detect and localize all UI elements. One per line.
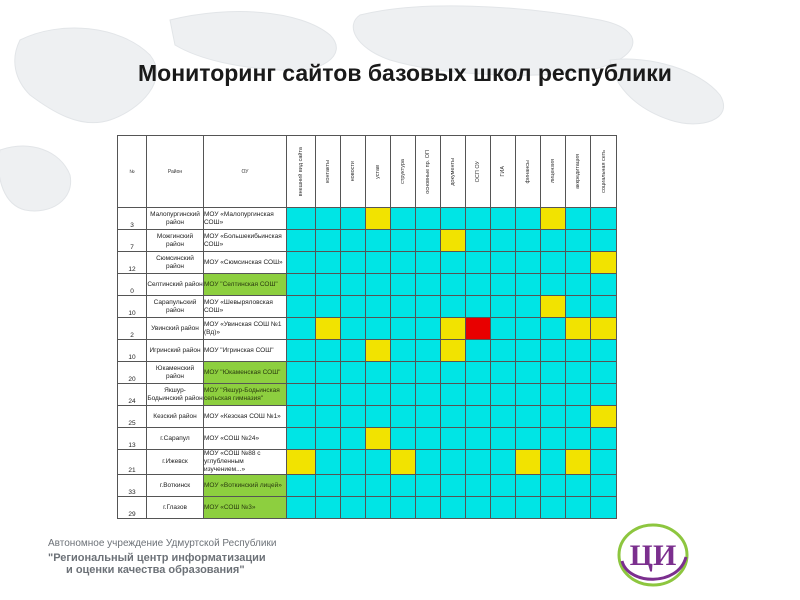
status-cell [541, 428, 566, 450]
status-cell [391, 296, 416, 318]
table-row [118, 362, 617, 384]
status-cell [516, 252, 541, 274]
table-row [118, 406, 617, 428]
status-cell [287, 252, 316, 274]
status-cell [391, 475, 416, 497]
row-region: Кезский район [147, 406, 204, 428]
row-number: 33 [118, 475, 147, 497]
status-cell [316, 208, 341, 230]
table-body [118, 208, 617, 519]
status-cell [591, 384, 617, 406]
status-cell [516, 274, 541, 296]
row-number: 24 [118, 384, 147, 406]
row-school: МОУ «СОШ №3» [204, 497, 287, 519]
header-col-2 [341, 136, 366, 208]
row-number: 0 [118, 274, 147, 296]
status-cell [287, 208, 316, 230]
status-cell [341, 252, 366, 274]
status-cell [466, 406, 491, 428]
status-cell [566, 340, 591, 362]
status-cell [416, 428, 441, 450]
row-school: МОУ «Сюмсинская СОШ» [204, 252, 287, 274]
monitoring-table [117, 135, 617, 519]
status-cell [591, 230, 617, 252]
table-row [118, 497, 617, 519]
status-cell [416, 340, 441, 362]
status-cell [491, 406, 516, 428]
status-cell [466, 252, 491, 274]
status-cell [591, 340, 617, 362]
table-row [118, 450, 617, 475]
status-cell [391, 274, 416, 296]
organization-line-2: "Региональный центр информатизации [48, 552, 266, 564]
status-cell [566, 318, 591, 340]
status-cell [516, 230, 541, 252]
status-cell [441, 450, 466, 475]
status-cell [441, 406, 466, 428]
status-cell [466, 230, 491, 252]
header-col-4 [391, 136, 416, 208]
table-row [118, 428, 617, 450]
status-cell [541, 475, 566, 497]
header-col-label: документы [450, 157, 456, 186]
header-col-label: устав [375, 164, 381, 179]
status-cell [287, 362, 316, 384]
status-cell [391, 428, 416, 450]
row-region: Увинский район [147, 318, 204, 340]
status-cell [566, 208, 591, 230]
status-cell [466, 384, 491, 406]
table-row [118, 252, 617, 274]
status-cell [541, 208, 566, 230]
row-region: Можгинский район [147, 230, 204, 252]
status-cell [416, 362, 441, 384]
status-cell [541, 274, 566, 296]
table-row [118, 384, 617, 406]
status-cell [491, 296, 516, 318]
status-cell [441, 497, 466, 519]
status-cell [566, 384, 591, 406]
status-cell [316, 274, 341, 296]
header-col-1 [316, 136, 341, 208]
table-row [118, 318, 617, 340]
status-cell [287, 497, 316, 519]
row-number: 29 [118, 497, 147, 519]
row-number: 7 [118, 230, 147, 252]
status-cell [366, 252, 391, 274]
status-cell [591, 497, 617, 519]
status-cell [341, 274, 366, 296]
status-cell [516, 384, 541, 406]
status-cell [466, 274, 491, 296]
row-school: МОУ «СОШ №88 с углубленным изучением...» [204, 450, 287, 475]
status-cell [391, 406, 416, 428]
header-col-3 [366, 136, 391, 208]
status-cell [287, 450, 316, 475]
row-number: 10 [118, 296, 147, 318]
row-region: Юкаменский район [147, 362, 204, 384]
status-cell [441, 230, 466, 252]
status-cell [316, 296, 341, 318]
status-cell [316, 318, 341, 340]
monitoring-table-container [117, 135, 617, 519]
status-cell [391, 384, 416, 406]
status-cell [566, 252, 591, 274]
status-cell [441, 318, 466, 340]
table-row [118, 340, 617, 362]
table-row [118, 475, 617, 497]
status-cell [416, 450, 441, 475]
status-cell [491, 362, 516, 384]
status-cell [541, 450, 566, 475]
status-cell [391, 318, 416, 340]
status-cell [287, 340, 316, 362]
status-cell [491, 230, 516, 252]
status-cell [541, 406, 566, 428]
status-cell [441, 475, 466, 497]
status-cell [591, 362, 617, 384]
status-cell [316, 406, 341, 428]
status-cell [566, 475, 591, 497]
status-cell [287, 318, 316, 340]
status-cell [541, 497, 566, 519]
status-cell [516, 428, 541, 450]
status-cell [287, 230, 316, 252]
status-cell [341, 428, 366, 450]
status-cell [366, 497, 391, 519]
status-cell [341, 475, 366, 497]
status-cell [341, 208, 366, 230]
header-col-10 [541, 136, 566, 208]
status-cell [416, 274, 441, 296]
status-cell [366, 340, 391, 362]
status-cell [441, 384, 466, 406]
header-col-label: социальная сеть [600, 150, 607, 193]
status-cell [541, 296, 566, 318]
status-cell [591, 274, 617, 296]
status-cell [341, 318, 366, 340]
status-cell [391, 230, 416, 252]
row-school: МОУ "Юкаменская СОШ" [204, 362, 287, 384]
header-col-0 [287, 136, 316, 208]
row-school: МОУ «Малопургинская СОШ» [204, 208, 287, 230]
header-col-label: аккредитация [575, 154, 581, 189]
row-school: МОУ «Шевыряловская СОШ» [204, 296, 287, 318]
status-cell [491, 428, 516, 450]
row-region: Малопургинский район [147, 208, 204, 230]
status-cell [516, 362, 541, 384]
status-cell [566, 230, 591, 252]
status-cell [341, 340, 366, 362]
row-region: г.Воткинск [147, 475, 204, 497]
header-region: Район [147, 136, 204, 208]
status-cell [366, 428, 391, 450]
status-cell [441, 362, 466, 384]
header-col-label: новости [350, 161, 356, 182]
status-cell [287, 274, 316, 296]
status-cell [466, 497, 491, 519]
status-cell [516, 475, 541, 497]
status-cell [516, 296, 541, 318]
status-cell [366, 230, 391, 252]
row-region: Селтинский район [147, 274, 204, 296]
status-cell [516, 340, 541, 362]
header-col-label: ОСП ОУ [475, 160, 481, 183]
table-row [118, 208, 617, 230]
row-region: г.Глазов [147, 497, 204, 519]
status-cell [416, 252, 441, 274]
status-cell [516, 318, 541, 340]
row-school: МОУ "Якшур-Бодьинская сельская гимназия" [204, 384, 287, 406]
status-cell [466, 208, 491, 230]
status-cell [591, 450, 617, 475]
organization-name [48, 538, 276, 576]
status-cell [566, 274, 591, 296]
status-cell [591, 475, 617, 497]
status-cell [416, 406, 441, 428]
header-col-label: финансы [525, 159, 531, 184]
row-number: 2 [118, 318, 147, 340]
status-cell [366, 362, 391, 384]
status-cell [466, 318, 491, 340]
header-col-label: ГИА [500, 166, 506, 177]
row-school: МОУ «Большекибьинская СОШ» [204, 230, 287, 252]
status-cell [416, 497, 441, 519]
status-cell [316, 497, 341, 519]
header-col-7 [466, 136, 491, 208]
status-cell [466, 450, 491, 475]
header-col-9 [516, 136, 541, 208]
row-region: г.Ижевск [147, 450, 204, 475]
status-cell [287, 384, 316, 406]
status-cell [341, 362, 366, 384]
status-cell [491, 475, 516, 497]
header-col-12 [591, 136, 617, 208]
row-region: Сарапульский район [147, 296, 204, 318]
status-cell [541, 340, 566, 362]
status-cell [366, 406, 391, 428]
header-col-8 [491, 136, 516, 208]
status-cell [341, 296, 366, 318]
status-cell [566, 362, 591, 384]
status-cell [287, 406, 316, 428]
status-cell [366, 274, 391, 296]
status-cell [566, 450, 591, 475]
row-number: 21 [118, 450, 147, 475]
status-cell [591, 296, 617, 318]
status-cell [491, 252, 516, 274]
status-cell [516, 450, 541, 475]
status-cell [366, 318, 391, 340]
row-region: Сюмсинский район [147, 252, 204, 274]
status-cell [416, 475, 441, 497]
header-row [118, 136, 617, 208]
status-cell [566, 428, 591, 450]
status-cell [391, 497, 416, 519]
header-col-11 [566, 136, 591, 208]
status-cell [416, 318, 441, 340]
status-cell [316, 428, 341, 450]
header-col-label: лицензия [550, 159, 556, 184]
status-cell [416, 208, 441, 230]
status-cell [441, 340, 466, 362]
status-cell [366, 296, 391, 318]
status-cell [441, 208, 466, 230]
row-school: МОУ "Игринская СОШ" [204, 340, 287, 362]
status-cell [391, 252, 416, 274]
status-cell [287, 475, 316, 497]
status-cell [491, 450, 516, 475]
status-cell [491, 384, 516, 406]
row-number: 25 [118, 406, 147, 428]
status-cell [591, 208, 617, 230]
row-number: 3 [118, 208, 147, 230]
status-cell [366, 475, 391, 497]
table-row [118, 274, 617, 296]
header-col-label: структура [400, 159, 406, 184]
status-cell [566, 296, 591, 318]
header-num: № [118, 136, 147, 208]
organization-line-1: Автономное учреждение Удмуртской Республики [48, 538, 277, 549]
row-school: МОУ «Кезская СОШ №1» [204, 406, 287, 428]
status-cell [491, 208, 516, 230]
status-cell [541, 230, 566, 252]
status-cell [516, 208, 541, 230]
status-cell [316, 252, 341, 274]
row-region: г.Сарапул [147, 428, 204, 450]
header-col-label: основные пр. ОП [425, 149, 431, 194]
status-cell [441, 296, 466, 318]
status-cell [416, 230, 441, 252]
status-cell [287, 296, 316, 318]
status-cell [541, 252, 566, 274]
status-cell [391, 340, 416, 362]
row-school: МОУ «СОШ №24» [204, 428, 287, 450]
table-row [118, 230, 617, 252]
header-col-label: контакты [325, 159, 331, 184]
status-cell [391, 362, 416, 384]
status-cell [466, 362, 491, 384]
status-cell [341, 384, 366, 406]
status-cell [416, 296, 441, 318]
row-number: 10 [118, 340, 147, 362]
header-col-6 [441, 136, 466, 208]
status-cell [491, 340, 516, 362]
status-cell [591, 406, 617, 428]
status-cell [316, 450, 341, 475]
status-cell [591, 318, 617, 340]
status-cell [316, 230, 341, 252]
logo-letters: ЦИ [629, 539, 677, 572]
status-cell [316, 384, 341, 406]
status-cell [366, 208, 391, 230]
status-cell [441, 274, 466, 296]
row-region: Игринский район [147, 340, 204, 362]
status-cell [491, 274, 516, 296]
page-title: Мониторинг сайтов базовых школ республики [138, 60, 672, 86]
row-school: МОУ "Селтинская СОШ" [204, 274, 287, 296]
status-cell [341, 497, 366, 519]
row-number: 12 [118, 252, 147, 274]
status-cell [366, 450, 391, 475]
header-col-label: внешний вид сайта [298, 146, 304, 197]
row-school: МОУ «Воткинский лицей» [204, 475, 287, 497]
status-cell [416, 384, 441, 406]
status-cell [341, 230, 366, 252]
status-cell [566, 497, 591, 519]
status-cell [541, 384, 566, 406]
status-cell [316, 475, 341, 497]
status-cell [466, 475, 491, 497]
status-cell [516, 406, 541, 428]
row-region: Якшур-Бодьинский район [147, 384, 204, 406]
status-cell [391, 450, 416, 475]
status-cell [541, 362, 566, 384]
status-cell [541, 318, 566, 340]
row-school: МОУ «Увинская СОШ №1 (Вд)» [204, 318, 287, 340]
status-cell [287, 428, 316, 450]
status-cell [516, 497, 541, 519]
header-school: ОУ [204, 136, 287, 208]
status-cell [466, 428, 491, 450]
status-cell [466, 296, 491, 318]
status-cell [591, 252, 617, 274]
header-col-5 [416, 136, 441, 208]
row-number: 20 [118, 362, 147, 384]
organization-logo [608, 517, 698, 592]
organization-line-3: и оценки качества образования" [66, 564, 245, 576]
status-cell [591, 428, 617, 450]
status-cell [316, 340, 341, 362]
status-cell [566, 406, 591, 428]
status-cell [466, 340, 491, 362]
status-cell [441, 428, 466, 450]
status-cell [491, 497, 516, 519]
status-cell [441, 252, 466, 274]
table-row [118, 296, 617, 318]
status-cell [491, 318, 516, 340]
status-cell [391, 208, 416, 230]
status-cell [341, 450, 366, 475]
row-number: 13 [118, 428, 147, 450]
status-cell [366, 384, 391, 406]
status-cell [316, 362, 341, 384]
status-cell [341, 406, 366, 428]
